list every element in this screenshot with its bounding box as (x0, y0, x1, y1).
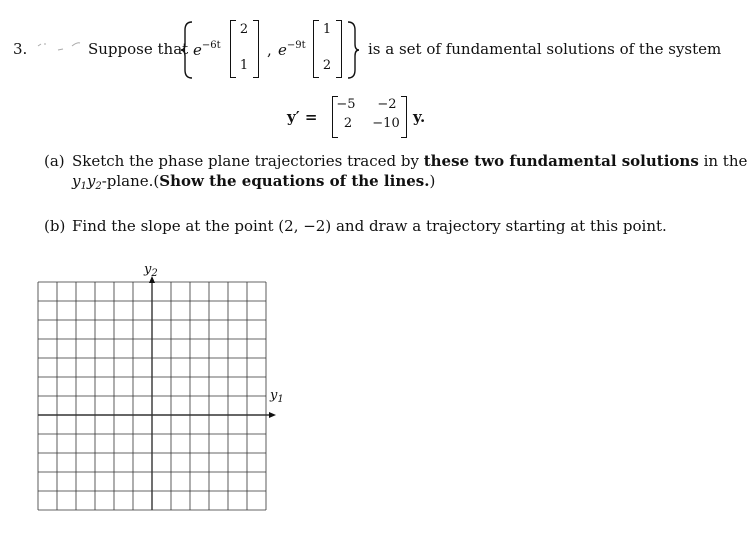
matrix-a11: −5 (336, 97, 356, 112)
part-a-line1 (72, 152, 747, 170)
matrix-a21: 2 (343, 116, 353, 131)
scribble-mark (36, 40, 86, 56)
left-brace (180, 20, 194, 80)
vec2-top: 1 (322, 22, 332, 37)
matrix-a22: −10 (372, 116, 400, 131)
matrix-a12: −2 (377, 97, 397, 112)
vec2-bottom: 2 (322, 58, 332, 73)
matrix-right-bracket (401, 96, 407, 138)
exp-term-2: $e^{-9t}$ (278, 40, 306, 59)
part-a-text1: Sketch the phase plane trajectories traced by (72, 152, 419, 170)
vec1-bottom: 1 (239, 58, 249, 73)
equation-lhs: y′ = (287, 108, 318, 126)
part-a-bold2: Show the equations of the lines. (159, 172, 430, 190)
exponent-1: −6t (201, 40, 221, 51)
problem-number: 3. (13, 40, 28, 58)
part-a-text4: ) (429, 172, 436, 190)
part-b-label: (b) (44, 217, 66, 235)
part-b-text: Find the slope at the point (2, −2) and draw a trajectory starting at this point. (72, 217, 667, 235)
y1-axis-arrow-icon (269, 412, 276, 418)
y1-axis-label: $y_1$ (270, 388, 284, 405)
comma: , (267, 41, 272, 59)
part-a-text2: in the (703, 152, 747, 170)
part-a-line2 (72, 172, 435, 192)
part-a-bold1: these two fundamental solutions (423, 152, 699, 170)
y2-axis-label: $y_2$ (144, 262, 158, 279)
vec2-right-bracket (336, 20, 342, 78)
suppose-text: Suppose that (88, 40, 189, 58)
equation-rhs: y. (413, 108, 426, 126)
exp-term-1: $e^{-6t}$ (193, 40, 221, 59)
vec1-right-bracket (253, 20, 259, 78)
statement-end: is a set of fundamental solutions of the system (368, 40, 722, 58)
part-a-text3: -plane.( (101, 172, 160, 190)
exponent-2: −9t (286, 40, 306, 51)
y1-symbol: $y_1y_2$ (72, 172, 102, 192)
part-a-label: (a) (44, 152, 65, 170)
phase-plane-grid[interactable] (36, 262, 296, 516)
vec1-top: 2 (239, 22, 249, 37)
right-brace (346, 20, 360, 80)
